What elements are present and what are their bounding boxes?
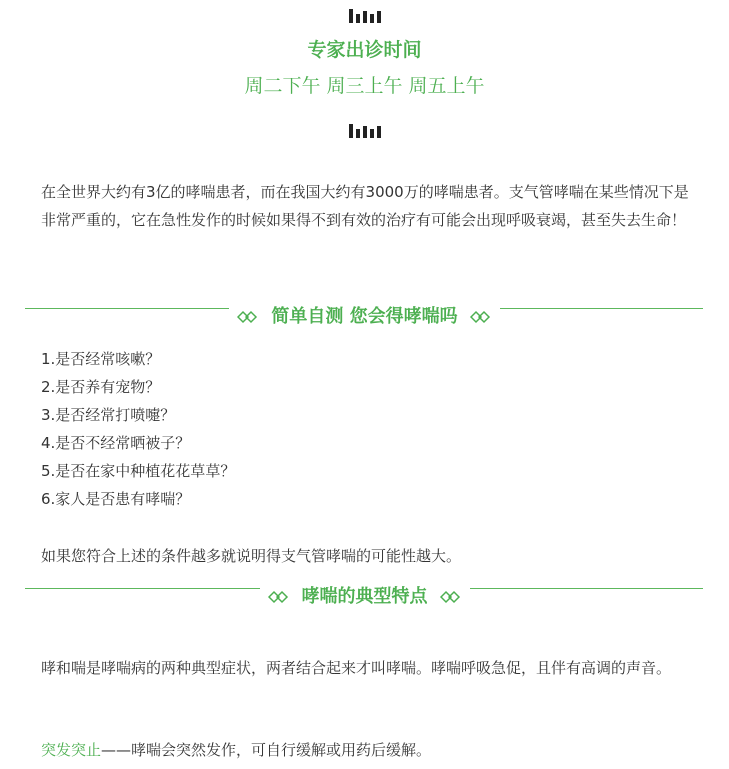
page-title: 专家出诊时间: [307, 39, 422, 61]
bar-ornament-icon: [0, 7, 729, 23]
diamond-ornament-icon: [470, 310, 492, 324]
feature-paragraph: [41, 736, 701, 764]
diamond-ornament-icon: [237, 310, 259, 324]
list-item: 4.是否不经常晒被子？: [41, 434, 191, 452]
section-heading: [0, 585, 729, 609]
list-item: 2.是否养有宠物？: [41, 378, 161, 396]
section-heading: [0, 305, 729, 329]
bar-ornament-icon: [0, 122, 729, 138]
section-heading-text: 简单自测 您会得哮喘吗: [271, 306, 458, 327]
list-item: 6.家人是否患有哮喘？: [41, 490, 191, 508]
intro-paragraph: 在全世界大约有3亿的哮喘患者，而在我国大约有3000万的哮喘患者。支气管哮喘在某些情况下是非常严重的，它在急性发作的时候如果得不到有效的治疗有可能会出现呼吸衰竭，甚至失去生命！: [41, 183, 689, 229]
conclusion-paragraph: 如果您符合上述的条件越多就说明得支气管哮喘的可能性越大。: [41, 547, 462, 565]
schedule-text: 周二下午 周三上午 周五上午: [244, 75, 485, 97]
diamond-ornament-icon: [268, 590, 290, 604]
list-item: 1.是否经常咳嗽？: [41, 350, 161, 368]
list-item: 5.是否在家中种植花花草草？: [41, 462, 236, 480]
feature-term: 突发突止: [41, 741, 102, 759]
list-item: 3.是否经常打喷嚏？: [41, 406, 176, 424]
diamond-ornament-icon: [440, 590, 462, 604]
description-paragraph: 哮和喘是哮喘病的两种典型症状，两者结合起来才叫哮喘。哮喘呼吸急促，且伴有高调的声音。: [41, 659, 672, 677]
section-heading-text: 哮喘的典型特点: [301, 586, 428, 607]
question-list: [41, 345, 235, 513]
feature-text: ——哮喘会突然发作，可自行缓解或用药后缓解。: [101, 741, 432, 759]
